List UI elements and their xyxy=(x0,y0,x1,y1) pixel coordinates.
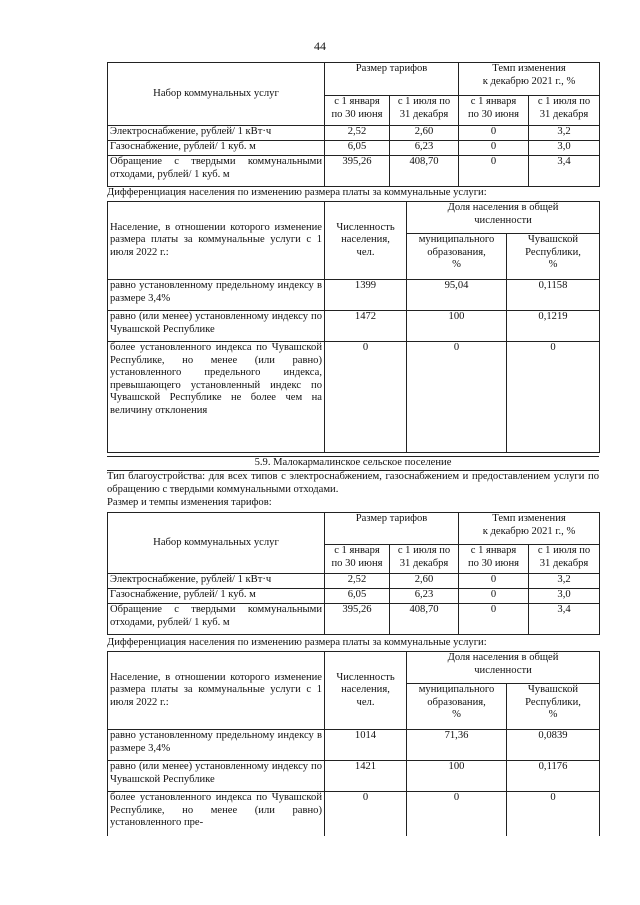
tariff-size-header: Размер тарифов xyxy=(325,513,459,545)
share-col-header: Доля населения в общей численности xyxy=(407,652,600,684)
table-row: Обращение с твердыми коммунальными отходами, рублей/ 1 куб. м 395,26 408,70 0 3,4 xyxy=(108,604,600,635)
change1-header: с 1 января по 30 июня xyxy=(459,545,529,574)
tariff-table-1 xyxy=(107,62,599,187)
table-row: равно (или менее) установленному индексу по Чувашской Республике 1421 100 0,1176 xyxy=(108,761,600,792)
municipal-col-header: муниципального образования, % xyxy=(407,684,507,730)
population-table-2 xyxy=(107,651,599,836)
table-row: равно установленному предельному индексу в размере 3,4% 1399 95,04 0,1158 xyxy=(108,280,600,311)
share-col-header: Доля населения в общей численности xyxy=(407,202,600,234)
change1-header: с 1 января по 30 июня xyxy=(459,96,529,126)
tariff-size-header: Размер тарифов xyxy=(325,63,459,96)
table-row: Газоснабжение, рублей/ 1 куб. м 6,05 6,23 0 3,0 xyxy=(108,141,600,156)
tariff-change-header: Темп изменения к декабрю 2021 г., % xyxy=(459,63,600,96)
rates-caption: Размер и темпы изменения тарифов: xyxy=(107,497,272,508)
differentiation-title-2: Дифференциация населения по изменению размера платы за коммунальные услуги: xyxy=(107,637,487,648)
count-col-header: Численность населения, чел. xyxy=(325,652,407,730)
table-row: равно установленному предельному индексу в размере 3,4% 1014 71,36 0,0839 xyxy=(108,730,600,761)
municipal-col-header: муниципального образования, % xyxy=(407,234,507,280)
section-title: 5.9. Малокармалинское сельское поселение xyxy=(107,456,599,471)
change2-header: с 1 июля по 31 декабря xyxy=(529,545,600,574)
tariff-table-2 xyxy=(107,512,599,635)
page-number: 44 xyxy=(314,39,326,53)
republic-col-header: Чувашской Республики, % xyxy=(507,684,600,730)
population-col-header: Население, в отношении которого изменение размера платы за коммунальные услуги с 1 июля 2022 г.: xyxy=(108,652,325,730)
period2-header: с 1 июля по 31 декабря xyxy=(390,96,459,126)
period2-header: с 1 июля по 31 декабря xyxy=(390,545,459,574)
table-row: равно (или менее) установленному индексу по Чувашской Республике 1472 100 0,1219 xyxy=(108,311,600,342)
table-row: Обращение с твердыми коммунальными отходами, рублей/ 1 куб. м 395,26 408,70 0 3,4 xyxy=(108,156,600,187)
population-col-header: Население, в отношении которого изменение размера платы за коммунальные услуги с 1 июля 2022 г.: xyxy=(108,202,325,280)
improvement-type-text: Тип благоустройства: для всех типов с электроснабжением, газоснабжением и предоставлением услуги по обращению с твердыми коммунальными отходами. xyxy=(107,471,599,495)
period1-header: с 1 января по 30 июня xyxy=(325,545,390,574)
differentiation-title-1: Дифференциация населения по изменению размера платы за коммунальные услуги: xyxy=(107,187,487,198)
republic-col-header: Чувашской Республики, % xyxy=(507,234,600,280)
period1-header: с 1 января по 30 июня xyxy=(325,96,390,126)
tariff-set-header: Набор коммунальных услуг xyxy=(108,63,325,126)
table-row: более установленного индекса по Чувашской Республике, но менее (или равно) установленного предельного индекса, превышающего установленный индекс по Чувашской Республике не более чем на величину отклонения 0 0 0 xyxy=(108,342,600,453)
table-row: Газоснабжение, рублей/ 1 куб. м 6,05 6,23 0 3,0 xyxy=(108,589,600,604)
count-col-header: Численность населения, чел. xyxy=(325,202,407,280)
tariff-set-header: Набор коммунальных услуг xyxy=(108,513,325,574)
tariff-change-header: Темп изменения к декабрю 2021 г., % xyxy=(459,513,600,545)
table-row: Электроснабжение, рублей/ 1 кВт·ч 2,52 2,60 0 3,2 xyxy=(108,574,600,589)
table-row: более установленного индекса по Чувашской Республике, но менее (или равно) установленного пре- 0 0 0 xyxy=(108,792,600,836)
change2-header: с 1 июля по 31 декабря xyxy=(529,96,600,126)
table-row: Электроснабжение, рублей/ 1 кВт·ч 2,52 2,60 0 3,2 xyxy=(108,126,600,141)
population-table-1 xyxy=(107,201,599,453)
